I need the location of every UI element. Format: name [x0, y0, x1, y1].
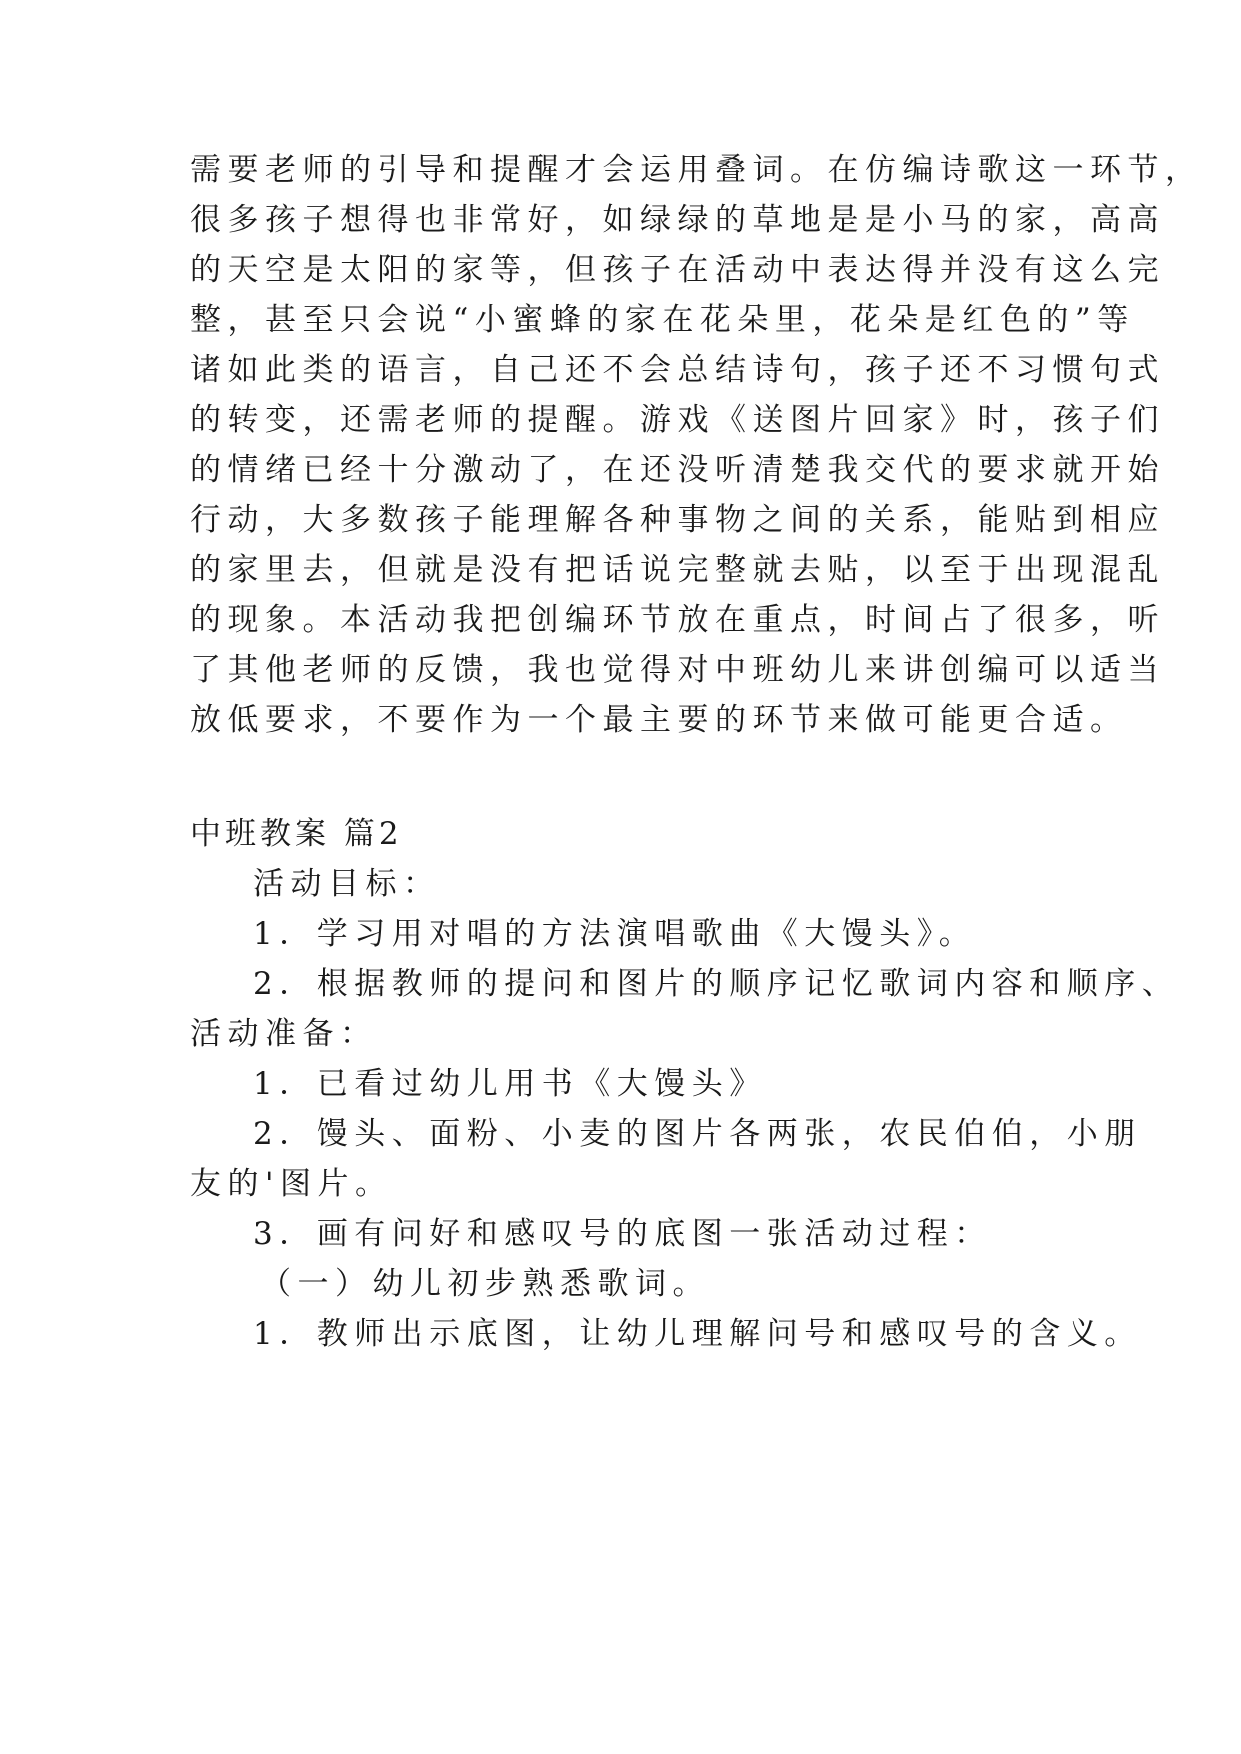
paragraph-line: 需要老师的引导和提醒才会运用叠词。在仿编诗歌这一环节，	[190, 152, 1203, 188]
paragraph-line: 的现象。本活动我把创编环节放在重点，时间占了很多，听	[190, 602, 1165, 638]
paragraph-line: 的情绪已经十分激动了，在还没听清楚我交代的要求就开始	[190, 452, 1165, 488]
paragraph-line: 的天空是太阳的家等，但孩子在活动中表达得并没有这么完	[190, 252, 1165, 288]
goal-item-2: 2．根据教师的提问和图片的顺序记忆歌词内容和顺序、	[253, 966, 1180, 1002]
step-title: （一）幼儿初步熟悉歌词。	[260, 1266, 710, 1302]
paragraph-line: 了其他老师的反馈，我也觉得对中班幼儿来讲创编可以适当	[190, 652, 1165, 688]
paragraph-line: 诸如此类的语言，自己还不会总结诗句，孩子还不习惯句式	[190, 352, 1165, 388]
paragraph-line: 很多孩子想得也非常好，如绿绿的草地是是小马的家，高高	[190, 202, 1165, 238]
goal-item-1: 1．学习用对唱的方法演唱歌曲《大馒头》。	[253, 916, 977, 952]
prep-item-2-continued: 友的'图片。	[190, 1166, 393, 1202]
prep-title: 活动准备：	[190, 1016, 378, 1052]
paragraph-line: 放低要求，不要作为一个最主要的环节来做可能更合适。	[190, 702, 1128, 738]
paragraph-line: 的转变，还需老师的提醒。游戏《送图片回家》时，孩子们	[190, 402, 1165, 438]
prep-item-2: 2．馒头、面粉、小麦的图片各两张，农民伯伯，小朋	[253, 1116, 1142, 1152]
section-heading: 中班教案 篇2	[190, 816, 403, 852]
paragraph-line: 的家里去，但就是没有把话说完整就去贴，以至于出现混乱	[190, 552, 1165, 588]
step-item-1: 1．教师出示底图，让幼儿理解问号和感叹号的含义。	[253, 1316, 1142, 1352]
prep-item-3: 3．画有问好和感叹号的底图一张活动过程：	[253, 1216, 992, 1252]
goals-title: 活动目标：	[253, 866, 441, 902]
prep-item-1: 1．已看过幼儿用书《大馒头》	[253, 1066, 767, 1102]
paragraph-line: 整，甚至只会说“小蜜蜂的家在花朵里，花朵是红色的”等	[190, 302, 1135, 338]
paragraph-line: 行动，大多数孩子能理解各种事物之间的关系，能贴到相应	[190, 502, 1165, 538]
